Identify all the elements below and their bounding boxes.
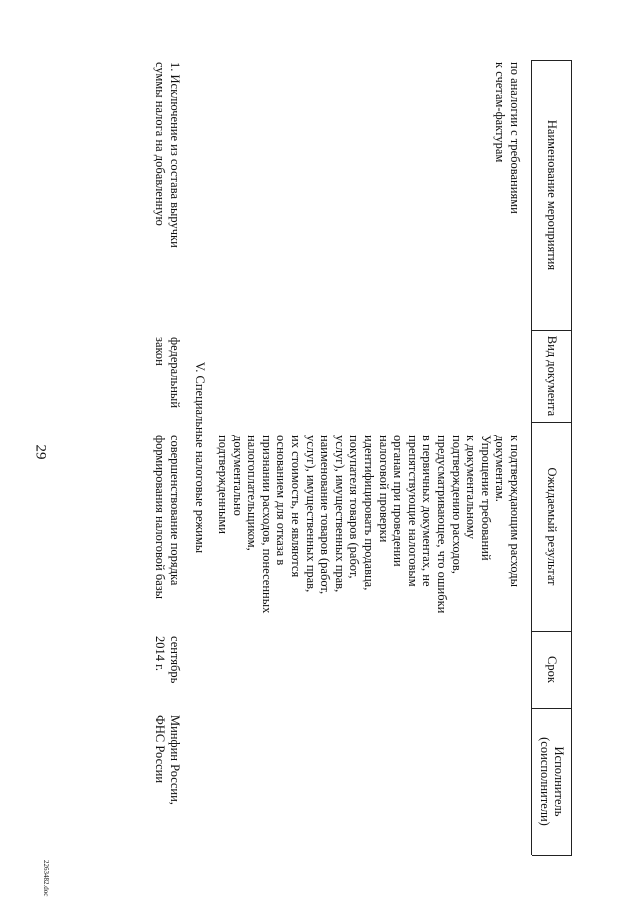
row2-deadline-line: сентябрь (168, 636, 182, 684)
row1-result-line: признании расходов, понесенных (259, 435, 274, 614)
row2-executor-line: ФНС России (153, 715, 168, 784)
row2-doc-type (153, 337, 182, 408)
row1-result-line: покупателя товаров (работ, (347, 435, 362, 579)
row1-result-line: к подтверждающим расходы (508, 435, 522, 588)
section-title: V. Специальные налоговые режимы (193, 361, 207, 554)
row2-result (153, 435, 182, 599)
row1-result-line: документально (230, 435, 245, 516)
header-executor (532, 708, 572, 855)
row2-result-line: совершенствование порядка (168, 435, 182, 586)
header-executor-line1: Исполнитель (552, 746, 566, 817)
header-doc-type: Вид документа (545, 335, 559, 417)
row1-result-line: услуг), имущественных прав, (303, 435, 318, 593)
row1-result-line: предусматривающее, что ошибки (435, 435, 450, 614)
row1-result-line: в первичных документах, не (420, 435, 435, 587)
row1-result-line: подтвержденными (216, 435, 231, 534)
row1-result-line: налогоплательщиком, (245, 435, 260, 551)
row1-result-line: к документальному (464, 435, 479, 540)
header-name: Наименование мероприятия (545, 119, 559, 271)
page-number: 29 (32, 444, 49, 460)
row1-name-line: к счетам-фактурам (493, 62, 508, 163)
row1-result-line: подтверждению расходов, (449, 435, 464, 574)
row1-result-line: услуг), имущественных прав, (332, 435, 347, 593)
header-deadline: Срок (545, 656, 559, 683)
row2-name (153, 62, 182, 248)
row1-name (493, 62, 522, 214)
row2-result-line: формирования налоговой базы (153, 435, 168, 600)
row1-result (216, 435, 522, 613)
row1-result-line: Упрощение требований (478, 435, 493, 561)
measures-table (112, 60, 572, 855)
row2-doc-type-line: федеральный (168, 337, 182, 409)
row1-result-line: препятствующие налоговым (405, 435, 420, 587)
row2-name-line: суммы налога на добавленную (153, 62, 168, 226)
row2-deadline-line: 2014 г. (153, 636, 168, 671)
row1-result-line: их стоимость, не являются (289, 435, 304, 578)
row1-result-line: документам. (493, 435, 508, 502)
row1-result-line: основанием для отказа в (274, 435, 289, 566)
row2-executor (153, 715, 182, 805)
row2-name-line: 1. Исключение из состава выручки (168, 62, 182, 248)
row2-doc-type-line: закон (153, 337, 168, 366)
row2-deadline (153, 636, 182, 683)
row1-result-line: идентифицировать продавца, (362, 435, 377, 591)
row1-name-line: по аналогии с требованиями (508, 62, 522, 214)
row1-result-line: органам при проведении (391, 435, 406, 567)
header-result: Ожидаемый результат (545, 467, 559, 586)
row1-result-line: наименование товаров (работ, (318, 435, 333, 595)
document-id: 2263482.doc (42, 860, 50, 897)
row1-result-line: налоговой проверки (376, 435, 391, 543)
header-executor-line2: (соисполнители) (538, 737, 552, 826)
row2-executor-line: Минфин России, (168, 715, 182, 805)
